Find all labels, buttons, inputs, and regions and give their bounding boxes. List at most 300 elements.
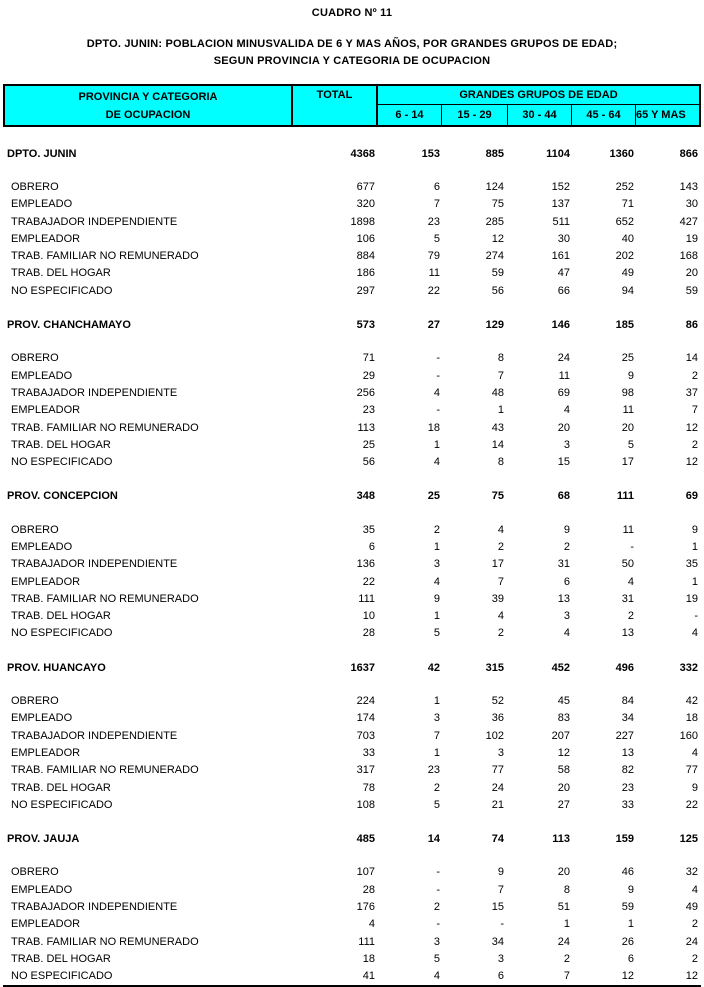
category-row — [0, 538, 704, 555]
column-header-total: TOTAL — [293, 86, 378, 125]
category-rows — [0, 350, 704, 471]
value-45-64: 34 — [621, 712, 634, 725]
value-6-14: 4 — [433, 970, 440, 983]
value-65-mas: 86 — [685, 319, 698, 332]
value-15-29: 129 — [485, 319, 504, 332]
value-65-mas: 125 — [679, 833, 698, 846]
category-name: OBRERO — [11, 180, 59, 193]
value-65-mas: 14 — [685, 352, 698, 365]
table-body — [0, 127, 704, 985]
value-45-64: 31 — [621, 592, 634, 605]
category-name: TRAB. FAMILIAR NO REMUNERADO — [11, 250, 199, 263]
category-row — [0, 608, 704, 625]
value-30-44: 113 — [552, 833, 570, 846]
value-total: 107 — [356, 866, 375, 879]
category-name: NO ESPECIFICADO — [11, 970, 113, 983]
category-row — [0, 898, 704, 915]
value-65-mas: 168 — [679, 250, 698, 263]
age-groups-title: GRANDES GRUPOS DE EDAD — [378, 86, 699, 105]
value-6-14: 4 — [433, 386, 440, 399]
value-total: 6 — [368, 540, 375, 553]
value-30-44: 1 — [563, 918, 570, 931]
value-45-64: 26 — [621, 935, 634, 948]
value-30-44: 20 — [557, 421, 570, 434]
value-30-44: 152 — [551, 180, 570, 193]
province-total-row — [0, 488, 704, 505]
category-name: TRABAJADOR INDEPENDIENTE — [11, 386, 178, 399]
category-name: EMPLEADOR — [11, 232, 81, 245]
value-15-29: 24 — [491, 781, 504, 794]
category-name: EMPLEADOR — [11, 575, 81, 588]
value-30-44: 2 — [563, 540, 570, 553]
value-6-14: 22 — [427, 284, 440, 297]
table-header — [3, 84, 701, 127]
category-name: TRAB. FAMILIAR NO REMUNERADO — [11, 592, 199, 605]
category-row — [0, 265, 704, 282]
value-15-29: 274 — [485, 250, 504, 263]
value-15-29: 1 — [497, 404, 504, 417]
value-45-64: 111 — [616, 490, 634, 503]
value-6-14: 6 — [433, 180, 440, 193]
value-15-29: 6 — [497, 970, 504, 983]
value-45-64: 159 — [615, 833, 634, 846]
value-30-44: 30 — [557, 232, 570, 245]
value-30-44: 137 — [551, 198, 570, 211]
category-name: EMPLEADO — [11, 712, 73, 725]
value-6-14: 2 — [433, 901, 440, 914]
category-row — [0, 710, 704, 727]
value-6-14: 3 — [433, 712, 440, 725]
value-45-64: 71 — [621, 198, 634, 211]
value-6-14: 5 — [433, 627, 440, 640]
value-15-29: 14 — [491, 438, 504, 451]
value-total: 113 — [357, 421, 375, 434]
value-65-mas: 1 — [691, 540, 698, 553]
value-45-64: 50 — [621, 558, 634, 571]
value-45-64: 227 — [615, 729, 634, 742]
value-6-14: 23 — [427, 764, 440, 777]
value-65-mas: 77 — [685, 764, 698, 777]
value-total: 108 — [356, 798, 375, 811]
value-total: 18 — [362, 952, 375, 965]
category-name: TRAB. FAMILIAR NO REMUNERADO — [11, 935, 199, 948]
value-6-14: - — [436, 404, 440, 417]
value-65-mas: 37 — [685, 386, 698, 399]
value-15-29: 7 — [497, 369, 504, 382]
province-section — [0, 659, 704, 813]
province-section — [0, 831, 704, 985]
value-65-mas: 20 — [685, 267, 698, 280]
value-45-64: 25 — [621, 352, 634, 365]
age-groups-subheader-row — [378, 105, 699, 125]
value-15-29: 285 — [485, 215, 504, 228]
category-row — [0, 779, 704, 796]
category-row — [0, 864, 704, 881]
value-45-64: 496 — [615, 661, 634, 674]
value-total: 28 — [362, 627, 375, 640]
value-65-mas: 12 — [685, 970, 698, 983]
value-30-44: 24 — [557, 352, 570, 365]
value-65-mas: 18 — [685, 712, 698, 725]
value-total: 1898 — [350, 215, 375, 228]
value-30-44: 9 — [563, 523, 570, 536]
value-30-44: 69 — [557, 386, 570, 399]
value-65-mas: 12 — [685, 421, 698, 434]
value-15-29: 3 — [497, 746, 504, 759]
value-6-14: 153 — [421, 147, 440, 160]
value-15-29: 9 — [497, 866, 504, 879]
category-name: EMPLEADO — [11, 883, 73, 896]
value-total: 111 — [358, 935, 375, 948]
value-total: 41 — [362, 970, 375, 983]
value-6-14: 25 — [427, 490, 440, 503]
value-45-64: 252 — [615, 180, 634, 193]
value-30-44: 66 — [557, 284, 570, 297]
value-65-mas: 2 — [691, 918, 698, 931]
value-15-29: 2 — [497, 627, 504, 640]
table-subtitle-line1: DPTO. JUNIN: POBLACION MINUSVALIDA DE 6 Y MAS AÑOS, POR GRANDES GRUPOS DE EDAD; — [86, 38, 618, 50]
category-row — [0, 247, 704, 264]
value-65-mas: 866 — [679, 147, 698, 160]
value-total: 78 — [362, 781, 375, 794]
value-total: 256 — [356, 386, 375, 399]
category-name: TRAB. DEL HOGAR — [11, 952, 111, 965]
value-30-44: 3 — [563, 610, 570, 623]
value-total: 25 — [362, 438, 375, 451]
value-45-64: 1360 — [609, 147, 634, 160]
category-row — [0, 419, 704, 436]
value-45-64: 13 — [621, 627, 634, 640]
category-row — [0, 453, 704, 470]
category-row — [0, 178, 704, 195]
value-15-29: 74 — [491, 833, 504, 846]
category-name: EMPLEADO — [11, 369, 73, 382]
value-45-64: 98 — [621, 386, 634, 399]
category-rows — [0, 521, 704, 642]
category-name: TRABAJADOR INDEPENDIENTE — [11, 901, 178, 914]
province-total-row — [0, 831, 704, 848]
value-30-44: 4 — [563, 627, 570, 640]
value-30-44: 15 — [557, 456, 570, 469]
value-45-64: 6 — [627, 952, 634, 965]
value-65-mas: - — [694, 610, 698, 623]
value-15-29: 34 — [491, 935, 504, 948]
category-row — [0, 762, 704, 779]
value-total: 297 — [356, 284, 375, 297]
value-45-64: 9 — [627, 883, 634, 896]
value-65-mas: 143 — [679, 180, 698, 193]
value-30-44: 24 — [557, 935, 570, 948]
category-name: EMPLEADOR — [11, 746, 81, 759]
value-6-14: 1 — [433, 746, 440, 759]
category-name: TRAB. FAMILIAR NO REMUNERADO — [11, 764, 199, 777]
value-45-64: 59 — [621, 901, 634, 914]
value-30-44: 13 — [557, 592, 570, 605]
age-group-column-header: 45 - 64 — [571, 105, 635, 125]
value-45-64: 13 — [621, 746, 634, 759]
value-30-44: 7 — [563, 970, 570, 983]
value-15-29: 8 — [497, 456, 504, 469]
value-6-14: 1 — [433, 540, 440, 553]
category-name: NO ESPECIFICADO — [11, 456, 113, 469]
age-group-column-header: 30 - 44 — [507, 105, 571, 125]
value-total: 23 — [362, 404, 375, 417]
value-15-29: 52 — [491, 695, 504, 708]
value-6-14: 3 — [433, 558, 440, 571]
value-6-14: 1 — [433, 438, 440, 451]
value-6-14: - — [436, 918, 440, 931]
category-name: TRABAJADOR INDEPENDIENTE — [11, 558, 178, 571]
value-65-mas: 9 — [691, 781, 698, 794]
value-30-44: 11 — [558, 369, 570, 382]
value-45-64: 4 — [627, 575, 634, 588]
value-15-29: 77 — [491, 764, 504, 777]
value-30-44: 20 — [557, 866, 570, 879]
category-row — [0, 916, 704, 933]
category-row — [0, 521, 704, 538]
value-6-14: - — [436, 352, 440, 365]
value-65-mas: 332 — [679, 661, 698, 674]
value-45-64: 652 — [615, 215, 634, 228]
value-6-14: 2 — [433, 523, 440, 536]
age-group-column-header: 65 Y MAS — [635, 105, 686, 125]
value-65-mas: 4 — [691, 746, 698, 759]
category-name: TRAB. DEL HOGAR — [11, 781, 111, 794]
category-name: TRABAJADOR INDEPENDIENTE — [11, 729, 178, 742]
value-45-64: 84 — [621, 695, 634, 708]
category-rows — [0, 178, 704, 299]
value-total: 1637 — [350, 661, 375, 674]
value-total: 4 — [368, 918, 375, 931]
category-name: TRAB. DEL HOGAR — [11, 610, 111, 623]
value-15-29: 21 — [491, 798, 504, 811]
value-30-44: 51 — [557, 901, 570, 914]
category-name: OBRERO — [11, 523, 59, 536]
category-row — [0, 282, 704, 299]
value-45-64: 23 — [621, 781, 634, 794]
value-65-mas: 427 — [679, 215, 698, 228]
value-45-64: 202 — [615, 250, 634, 263]
category-row — [0, 744, 704, 761]
value-15-29: 7 — [497, 883, 504, 896]
value-65-mas: 69 — [685, 490, 698, 503]
value-6-14: 9 — [433, 592, 440, 605]
value-15-29: 59 — [491, 267, 504, 280]
category-row — [0, 436, 704, 453]
category-row — [0, 573, 704, 590]
category-name: NO ESPECIFICADO — [11, 798, 113, 811]
value-65-mas: 4 — [691, 883, 698, 896]
value-65-mas: 4 — [691, 627, 698, 640]
value-6-14: 3 — [433, 935, 440, 948]
column-header-provincia-line2: DE OCUPACION — [105, 108, 191, 121]
age-group-column-header: 6 - 14 — [395, 109, 424, 121]
province-section — [0, 145, 704, 299]
category-row — [0, 384, 704, 401]
category-name: TRAB. FAMILIAR NO REMUNERADO — [11, 421, 199, 434]
value-15-29: 15 — [491, 901, 504, 914]
value-30-44: 27 — [557, 798, 570, 811]
value-45-64: 12 — [621, 970, 634, 983]
value-65-mas: 1 — [691, 575, 698, 588]
category-row — [0, 950, 704, 967]
value-30-44: 68 — [557, 490, 570, 503]
value-65-mas: 22 — [685, 798, 698, 811]
value-6-14: 14 — [427, 833, 440, 846]
value-total: 22 — [362, 575, 375, 588]
category-row — [0, 196, 704, 213]
value-65-mas: 160 — [679, 729, 698, 742]
value-65-mas: 9 — [691, 523, 698, 536]
value-total: 677 — [356, 180, 375, 193]
value-total: 71 — [362, 352, 375, 365]
value-total: 4368 — [350, 147, 375, 160]
value-30-44: 207 — [551, 729, 570, 742]
value-65-mas: 32 — [685, 866, 698, 879]
value-30-44: 452 — [551, 661, 570, 674]
category-name: OBRERO — [11, 866, 59, 879]
value-30-44: 161 — [551, 250, 570, 263]
value-6-14: - — [436, 883, 440, 896]
value-30-44: 2 — [563, 952, 570, 965]
category-row — [0, 625, 704, 642]
value-30-44: 45 — [557, 695, 570, 708]
category-row — [0, 968, 704, 985]
value-6-14: 4 — [433, 456, 440, 469]
value-45-64: 40 — [621, 232, 634, 245]
value-total: 10 — [362, 610, 375, 623]
value-15-29: 4 — [497, 523, 504, 536]
value-total: 136 — [356, 558, 375, 571]
value-6-14: 5 — [433, 952, 440, 965]
value-30-44: 20 — [557, 781, 570, 794]
category-name: TRAB. DEL HOGAR — [11, 267, 111, 280]
value-65-mas: 2 — [691, 952, 698, 965]
value-6-14: 7 — [433, 198, 440, 211]
value-total: 28 — [362, 883, 375, 896]
category-name: OBRERO — [11, 352, 59, 365]
category-row — [0, 556, 704, 573]
value-30-44: 511 — [552, 215, 570, 228]
value-total: 224 — [356, 695, 375, 708]
value-15-29: 4 — [497, 610, 504, 623]
province-name: PROV. JAUJA — [7, 833, 80, 846]
category-name: TRAB. DEL HOGAR — [11, 438, 111, 451]
value-45-64: 11 — [622, 404, 634, 417]
value-total: 703 — [356, 729, 375, 742]
value-45-64: 2 — [627, 610, 634, 623]
category-name: EMPLEADO — [11, 198, 73, 211]
value-30-44: 58 — [557, 764, 570, 777]
value-15-29: - — [500, 918, 504, 931]
value-65-mas: 19 — [685, 232, 698, 245]
category-name: EMPLEADOR — [11, 404, 81, 417]
value-total: 176 — [356, 901, 375, 914]
value-total: 35 — [362, 523, 375, 536]
value-total: 186 — [356, 267, 375, 280]
category-row — [0, 230, 704, 247]
value-total: 106 — [356, 232, 375, 245]
category-rows — [0, 864, 704, 985]
value-45-64: 94 — [621, 284, 634, 297]
value-total: 29 — [362, 369, 375, 382]
category-row — [0, 727, 704, 744]
category-row — [0, 933, 704, 950]
value-15-29: 36 — [491, 712, 504, 725]
value-65-mas: 35 — [685, 558, 698, 571]
value-6-14: - — [436, 866, 440, 879]
value-6-14: 11 — [428, 267, 440, 280]
value-45-64: 49 — [621, 267, 634, 280]
category-row — [0, 881, 704, 898]
value-30-44: 12 — [557, 746, 570, 759]
value-6-14: 4 — [433, 575, 440, 588]
value-65-mas: 2 — [691, 438, 698, 451]
value-6-14: 5 — [433, 232, 440, 245]
value-6-14: - — [436, 369, 440, 382]
category-row — [0, 796, 704, 813]
province-total-row — [0, 145, 704, 162]
value-15-29: 8 — [497, 352, 504, 365]
category-rows — [0, 692, 704, 813]
value-30-44: 1104 — [546, 147, 570, 160]
category-name: NO ESPECIFICADO — [11, 284, 113, 297]
age-group-column-header: 15 - 29 — [441, 105, 507, 125]
value-6-14: 79 — [427, 250, 440, 263]
value-30-44: 146 — [551, 319, 570, 332]
value-15-29: 75 — [491, 490, 504, 503]
value-30-44: 3 — [563, 438, 570, 451]
value-15-29: 315 — [485, 661, 504, 674]
value-65-mas: 19 — [685, 592, 698, 605]
value-45-64: 11 — [622, 523, 634, 536]
value-15-29: 75 — [491, 198, 504, 211]
value-65-mas: 24 — [685, 935, 698, 948]
value-45-64: - — [630, 540, 634, 553]
value-45-64: 33 — [621, 798, 634, 811]
value-6-14: 18 — [427, 421, 440, 434]
value-65-mas: 7 — [691, 404, 698, 417]
value-45-64: 185 — [615, 319, 634, 332]
value-total: 111 — [358, 592, 375, 605]
value-65-mas: 12 — [685, 456, 698, 469]
column-header-provincia-categoria — [5, 86, 293, 125]
value-45-64: 20 — [621, 421, 634, 434]
value-45-64: 5 — [627, 438, 634, 451]
category-row — [0, 367, 704, 384]
value-15-29: 43 — [491, 421, 504, 434]
value-6-14: 1 — [433, 695, 440, 708]
value-30-44: 6 — [563, 575, 570, 588]
column-header-age-groups — [378, 86, 699, 125]
category-name: TRABAJADOR INDEPENDIENTE — [11, 215, 178, 228]
value-65-mas: 2 — [691, 369, 698, 382]
value-15-29: 39 — [491, 592, 504, 605]
value-45-64: 82 — [621, 764, 634, 777]
province-name: PROV. CHANCHAMAYO — [7, 319, 131, 332]
value-total: 56 — [362, 456, 375, 469]
category-name: OBRERO — [11, 695, 59, 708]
value-65-mas: 49 — [685, 901, 698, 914]
category-name: EMPLEADO — [11, 540, 73, 553]
value-6-14: 42 — [427, 661, 440, 674]
province-total-row — [0, 316, 704, 333]
value-45-64: 1 — [627, 918, 634, 931]
value-6-14: 23 — [427, 215, 440, 228]
value-15-29: 12 — [491, 232, 504, 245]
value-30-44: 4 — [563, 404, 570, 417]
category-name: EMPLEADOR — [11, 918, 81, 931]
